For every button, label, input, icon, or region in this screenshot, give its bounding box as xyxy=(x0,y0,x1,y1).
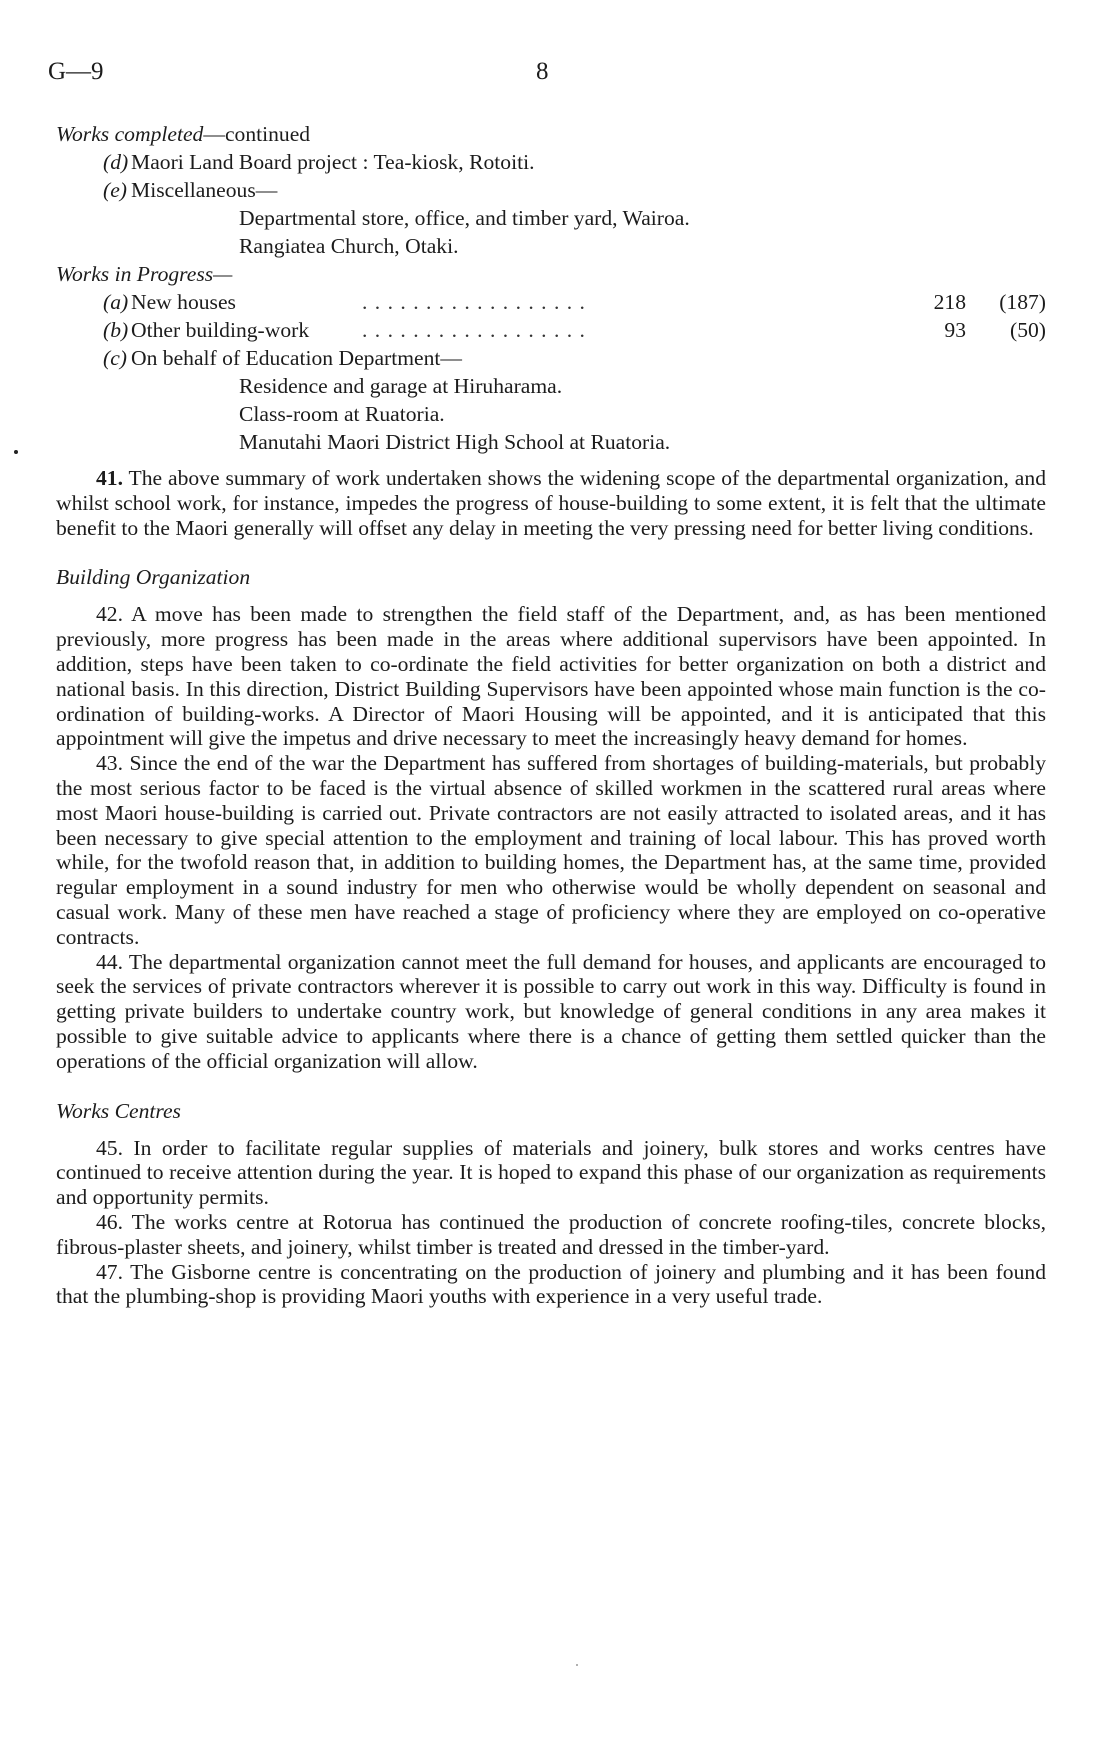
progress-row-new-houses xyxy=(56,288,1046,316)
paragraph-45: 45. In order to facilitate regular supplies of materials and joinery, bulk stores and works centres have continued to receive attention during the year. It is hoped to expand this phase of our organization as requirements and opportunity permits. xyxy=(56,1135,1046,1210)
paragraph-46: 46. The works centre at Rotorua has continued the production of concrete roofing-tiles, concrete blocks, fibrous-plaster sheets, and joinery, whilst timber is treated and dressed in the timber-yard. xyxy=(56,1209,1046,1259)
list-subitem: Manutahi Maori District High School at Ruatoria. xyxy=(239,430,671,454)
item-marker: (e) xyxy=(103,178,127,202)
item-marker: (c) xyxy=(103,346,127,370)
paragraph-43: 43. Since the end of the war the Department has suffered from shortages of building-materials, but probably the most serious factor to be faced is the virtual absence of skilled workmen in the scattered rural areas where most Maori house-building is carried out. Private contractors are not easily attracted to isolated areas, and it has been necessary to give special attention to the employment and training of local labour. This has proved worth while, for the twofold reason that, in addition to building homes, the Department has, at the same time, provided regular employment in a sound industry for men who otherwise would be wholly dependent on seasonal and casual work. Many of these men have reached a stage of proficiency where they are employed on co-operative contracts. xyxy=(56,751,1046,949)
section-heading-building-organization: Building Organization xyxy=(56,565,251,590)
page-speck xyxy=(576,1664,578,1666)
row-label: Other building-work xyxy=(131,318,310,342)
list-subitem: Residence and garage at Hiruharama. xyxy=(239,374,563,398)
progress-row-other-building xyxy=(56,316,1046,344)
document-reference: G—9 xyxy=(48,58,104,85)
row-value: 93 xyxy=(944,318,966,342)
item-marker: (a) xyxy=(103,290,129,314)
section-heading-works-centres: Works Centres xyxy=(56,1098,181,1123)
list-item-d: (d) Maori Land Board project : Tea-kiosk, Rotoiti. xyxy=(103,150,535,174)
paragraph-41: 41. The above summary of work undertaken shows the widening scope of the departmental organization, and whilst school work, for instance, impedes the progress of house-building to some extent, it is felt that the ultimate benefit to the Maori generally will offset any delay in meeting the very pressing need for better living conditions. xyxy=(56,466,1046,540)
works-completed-heading: Works completed—continued xyxy=(56,122,311,146)
works-in-progress-heading: Works in Progress— xyxy=(56,262,233,286)
paragraph-47: 47. The Gisborne centre is concentrating on the production of joinery and plumbing and it has been found that the plumbing-shop is providing Maori youths with experience in a very useful trade. xyxy=(56,1259,1046,1309)
list-subitem: Rangiatea Church, Otaki. xyxy=(239,234,459,258)
row-label: New houses xyxy=(131,290,236,314)
list-subitem: Departmental store, office, and timber yard, Wairoa. xyxy=(239,206,690,230)
page-number: 8 xyxy=(536,58,549,85)
list-subitem: Class-room at Ruatoria. xyxy=(239,402,445,426)
list-item-c: (c) On behalf of Education Department— xyxy=(103,346,462,370)
leader-dots: . . . . . . . . . . . . . . . . . . xyxy=(362,318,586,342)
leader-dots: . . . . . . . . . . . . . . . . . . xyxy=(362,290,586,314)
item-marker: (b) xyxy=(103,318,129,342)
paragraph-44: 44. The departmental organization cannot meet the full demand for houses, and applicants are encouraged to seek the services of private contractors wherever it is possible to carry out work in this way. Difficulty is found in getting private builders to undertake country work, but knowledge of general conditions in any area makes it possible to give suitable advice to applicants where there is a chance of getting them settled quicker than the operations of the official organization will allow. xyxy=(56,949,1046,1073)
paragraph-number: 41. xyxy=(96,466,123,490)
paragraph-42: 42. A move has been made to strengthen the field staff of the Department, and, as has been mentioned previously, more progress has been made in the areas where additional supervisors have been appointed. In addition, steps have been taken to co-ordinate the field activities for better organization on both a district and national basis. In this direction, District Building Supervisors have been appointed whose main function is the co-ordination of building-works. A Director of Maori Housing will be appointed, and it is anticipated that this appointment will give the impetus and drive necessary to meet the increasingly heavy demand for homes. xyxy=(56,602,1046,751)
row-previous-value: (50) xyxy=(1010,318,1046,342)
row-value: 218 xyxy=(933,290,966,314)
margin-mark xyxy=(14,450,18,454)
list-item-e: (e) Miscellaneous— xyxy=(103,178,278,202)
row-previous-value: (187) xyxy=(999,290,1046,314)
page-content xyxy=(56,120,1046,1309)
item-marker: (d) xyxy=(103,150,129,174)
